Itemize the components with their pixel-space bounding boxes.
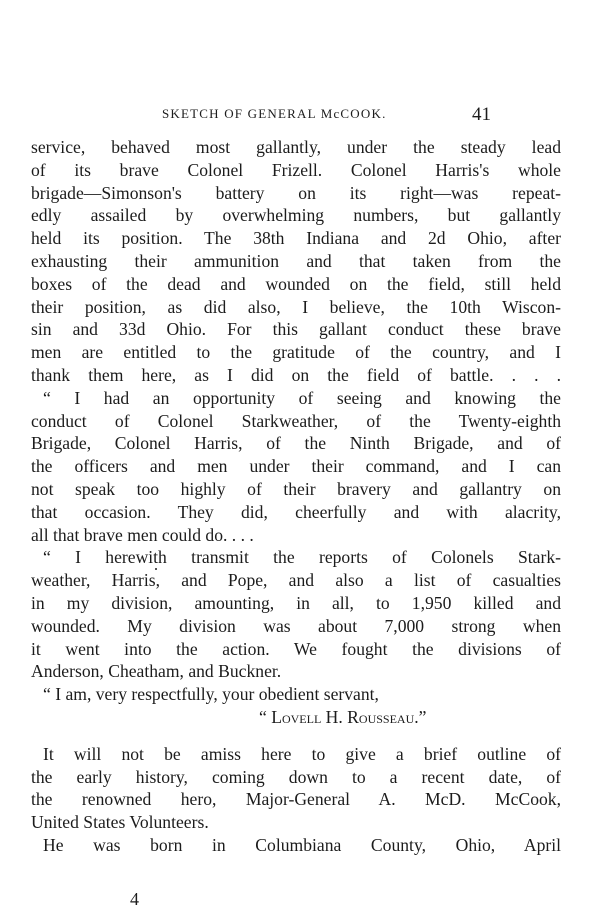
text-line: held its position. The 38th Indiana and 2d Ohio, after bbox=[31, 228, 561, 249]
text-line: not speak too highly of their bravery and gallantry on bbox=[31, 478, 561, 499]
page-number: 41 bbox=[472, 104, 491, 125]
text-line: of its brave Colonel Frizell. Colonel Harris's whole bbox=[31, 159, 561, 180]
text-line: that occasion. They did, cheerfully and with alacrity, bbox=[31, 501, 561, 522]
section-gap bbox=[31, 729, 561, 743]
text-line: sin and 33d Ohio. For this gallant conduct these brave bbox=[31, 319, 561, 340]
text-line: brigade—Simonson's battery on its right—was repeat- bbox=[31, 182, 561, 203]
text-line: thank them here, as I did on the field of battle. . . . bbox=[31, 364, 561, 385]
signature-mark: 4 bbox=[130, 889, 139, 909]
text-line: He was born in Columbiana County, Ohio, April bbox=[43, 834, 561, 855]
text-line: conduct of Colonel Starkweather, of the Twenty-eighth bbox=[31, 410, 561, 431]
text-line: men are entitled to the gratitude of the country, and I bbox=[31, 342, 561, 363]
page-header bbox=[0, 104, 590, 128]
text-line: the officers and men under their command, and I can bbox=[31, 456, 561, 477]
text-line: Anderson, Cheatham, and Buckner. bbox=[31, 661, 282, 682]
text-line: boxes of the dead and wounded on the field, still held bbox=[31, 273, 561, 294]
body-text bbox=[31, 136, 561, 857]
text-line: United States Volunteers. bbox=[31, 812, 209, 833]
text-line: the renowned hero, Major-General A. McD. McCook, bbox=[31, 789, 561, 810]
text-line: their position, as did also, I believe, the 10th Wiscon- bbox=[31, 296, 561, 317]
text-line: in my division, amounting, in all, to 1,950 killed and bbox=[31, 592, 561, 613]
text-line: it went into the action. We fought the divisions of bbox=[31, 638, 561, 659]
letter-signature: “ Lovell H. Rousseau.” bbox=[259, 706, 427, 727]
text-line: “ I am, very respectfully, your obedient servant, bbox=[43, 684, 379, 705]
text-line: all that brave men could do. . . . bbox=[31, 524, 254, 545]
text-line: It will not be amiss here to give a brief outline of bbox=[43, 743, 561, 764]
text-line: “ I herewith transmit the reports of Colonels Stark- bbox=[43, 547, 561, 568]
text-line: exhausting their ammunition and that taken from the bbox=[31, 250, 561, 271]
text-line: Brigade, Colonel Harris, of the Ninth Brigade, and of bbox=[31, 433, 561, 454]
text-line: service, behaved most gallantly, under the steady lead bbox=[31, 137, 561, 157]
text-line: wounded. My division was about 7,000 strong when bbox=[31, 615, 561, 636]
text-line: weather, Harris, and Pope, and also a list of casualties bbox=[31, 570, 561, 591]
running-head: SKETCH OF GENERAL McCOOK. bbox=[162, 106, 387, 121]
text-line: edly assailed by overwhelming numbers, but gallantly bbox=[31, 205, 561, 226]
text-line: the early history, coming down to a recent date, of bbox=[31, 766, 561, 787]
text-line: “ I had an opportunity of seeing and knowing the bbox=[43, 387, 561, 408]
